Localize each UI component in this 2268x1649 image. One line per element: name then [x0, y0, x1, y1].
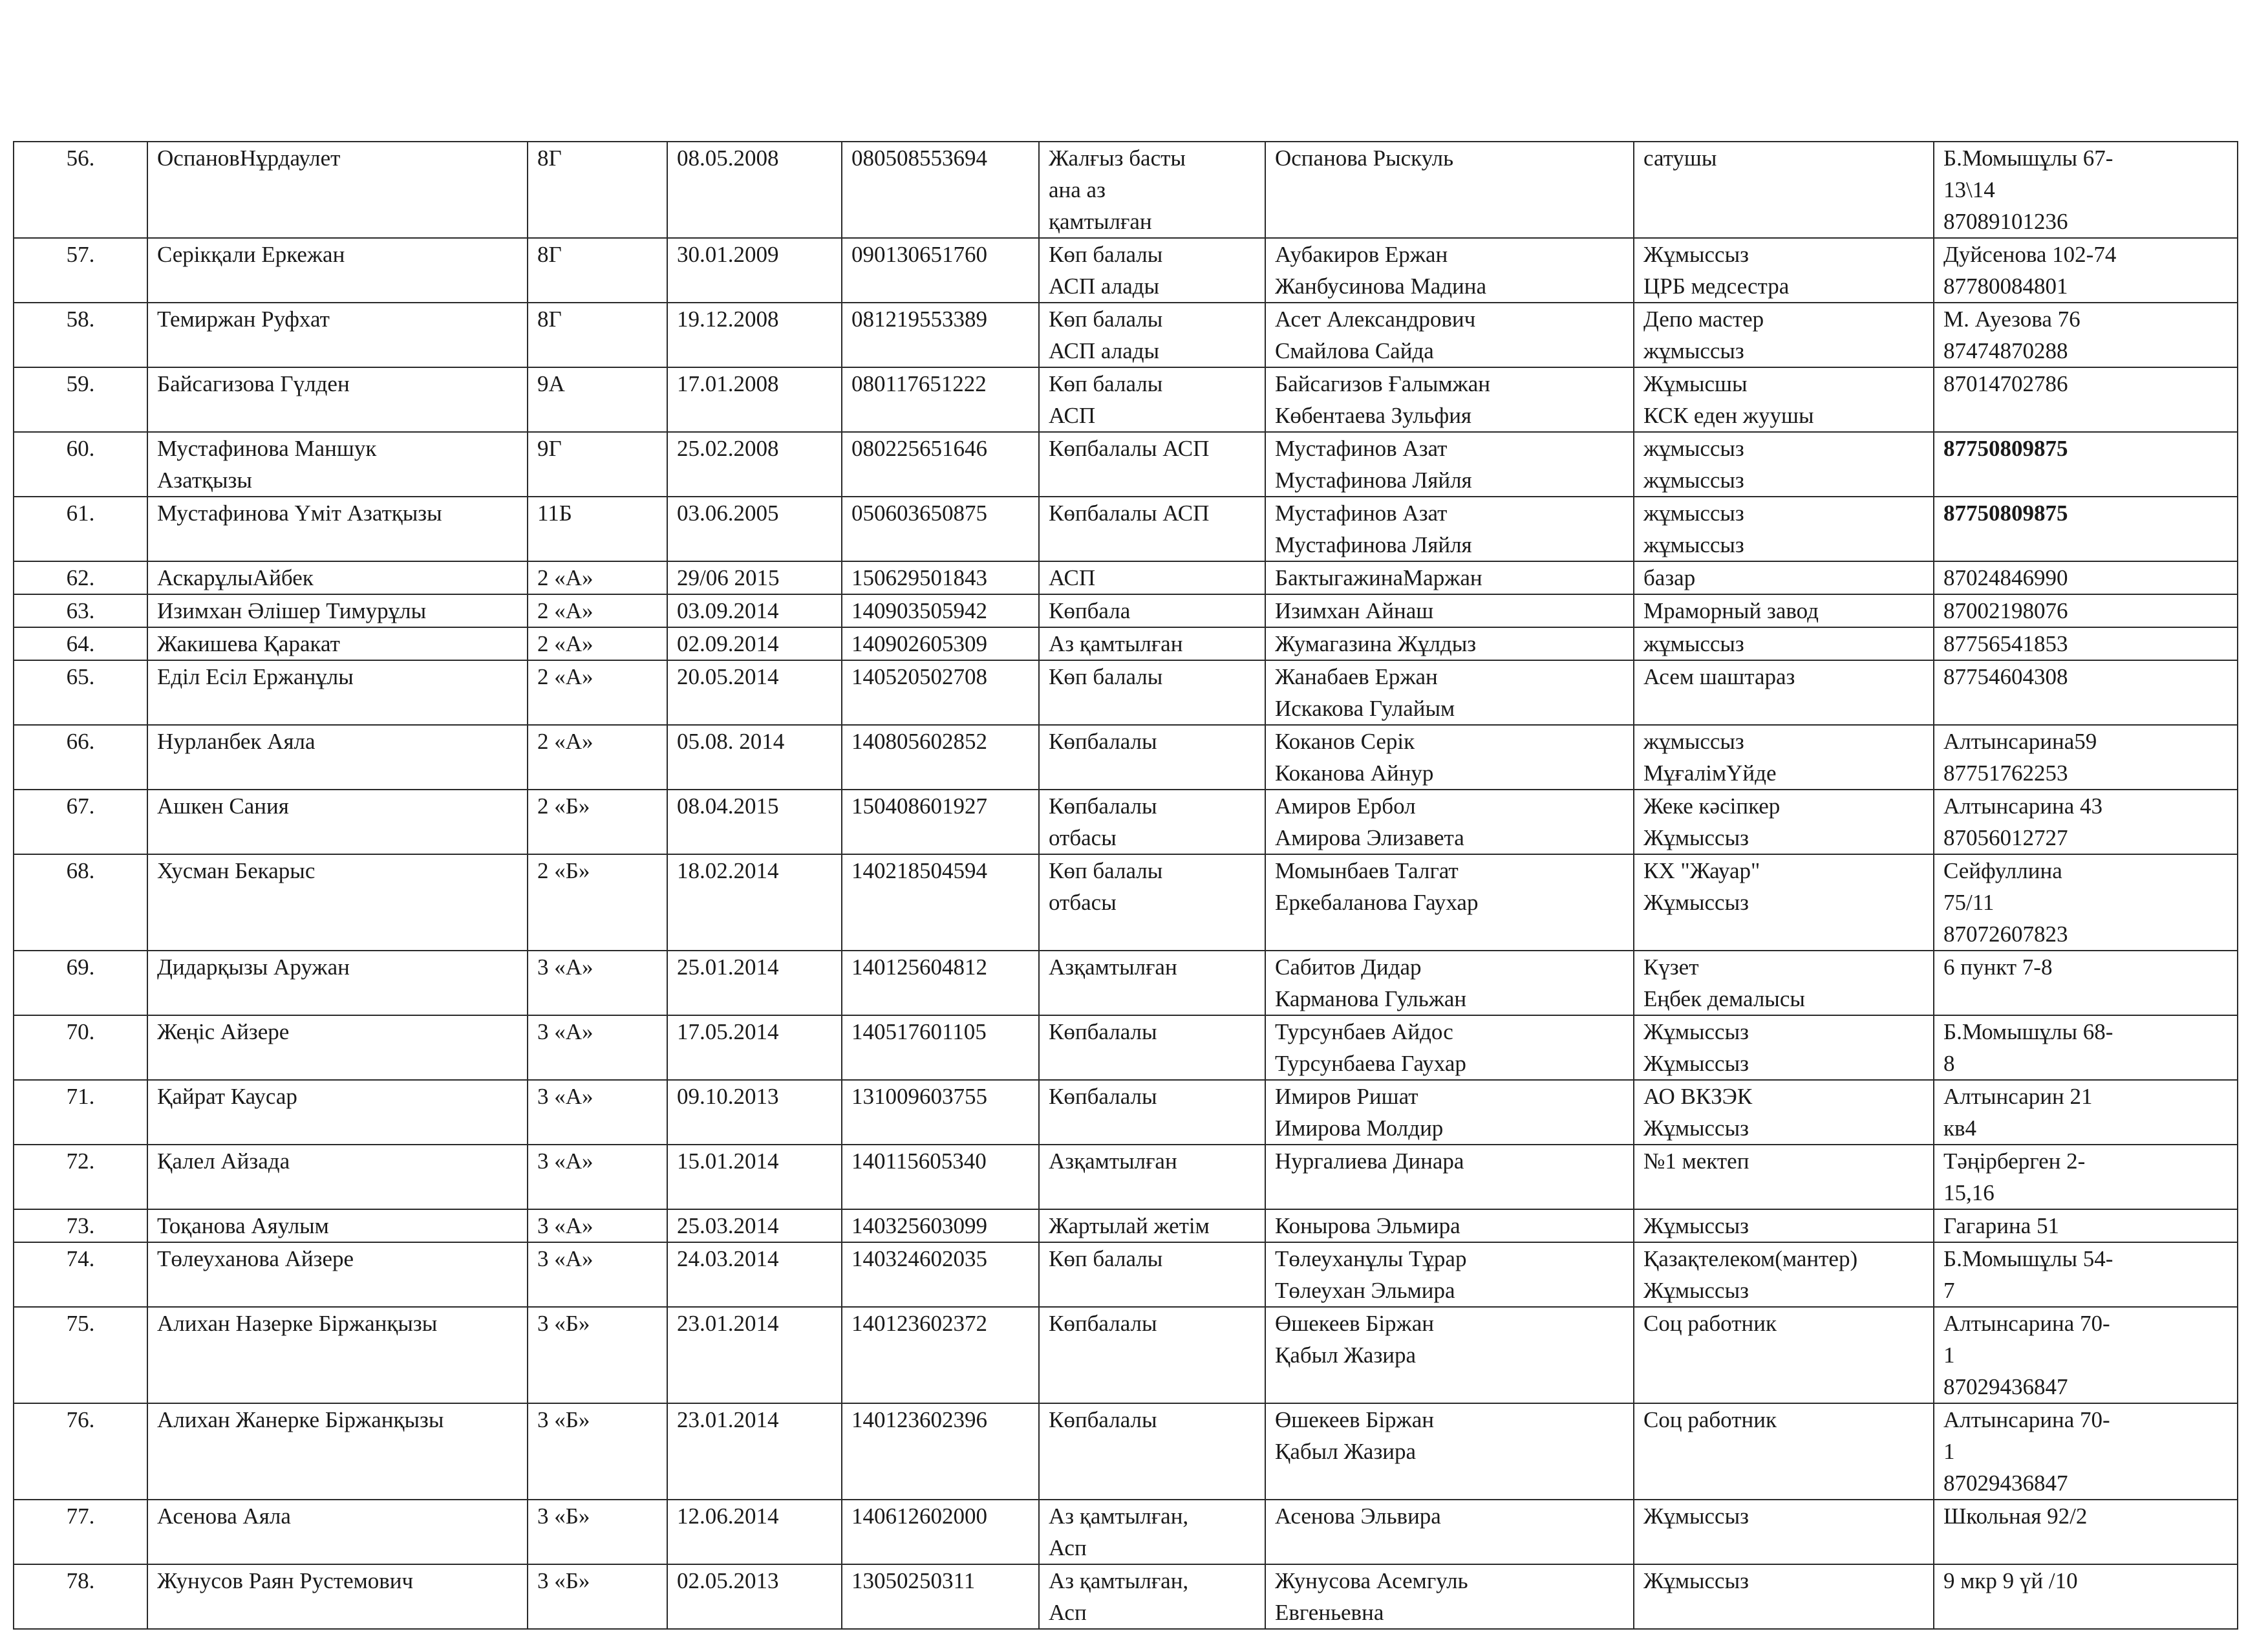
address-phone-cell: Сейфуллина 75/11 87072607823 [1934, 854, 2238, 951]
iin-number-cell: 150629501843 [842, 561, 1039, 594]
family-status-cell: Көпбалалы [1039, 1080, 1265, 1145]
student-name-cell: Ашкен Сания [147, 790, 528, 854]
student-class-cell: 9Г [528, 432, 667, 497]
birth-date-cell: 08.04.2015 [667, 790, 842, 854]
parents-workplace-cell: Депо мастер жұмыссыз [1634, 303, 1934, 367]
parents-names-cell: Жанабаев Ержан Искакова Гулайым [1265, 660, 1634, 725]
iin-number-cell: 090130651760 [842, 238, 1039, 303]
student-class-cell: 3 «А» [528, 1015, 667, 1080]
address-phone-cell: 87750809875 [1934, 497, 2238, 561]
address-phone-cell: Школьная 92/2 [1934, 1500, 2238, 1564]
birth-date-cell: 09.10.2013 [667, 1080, 842, 1145]
iin-number-cell: 140520502708 [842, 660, 1039, 725]
address-phone-cell: Б.Момышұлы 67- 13\14 87089101236 [1934, 142, 2238, 238]
student-class-cell: 3 «Б» [528, 1403, 667, 1500]
iin-number-cell: 140612602000 [842, 1500, 1039, 1564]
address-phone-cell: М. Ауезова 76 87474870288 [1934, 303, 2238, 367]
parents-workplace-cell: Қазақтелеком(мантер) Жұмыссыз [1634, 1242, 1934, 1307]
iin-number-cell: 081219553389 [842, 303, 1039, 367]
parents-workplace-cell: Соц работник [1634, 1403, 1934, 1500]
row-number-cell: 72. [14, 1145, 147, 1209]
student-class-cell: 2 «Б» [528, 790, 667, 854]
student-class-cell: 3 «А» [528, 1145, 667, 1209]
parents-workplace-cell: КХ "Жауар" Жұмыссыз [1634, 854, 1934, 951]
birth-date-cell: 25.02.2008 [667, 432, 842, 497]
parents-names-cell: Турсунбаев Айдос Турсунбаева Гаухар [1265, 1015, 1634, 1080]
parents-workplace-cell: Асем шаштараз [1634, 660, 1934, 725]
family-status-cell: Көпбала [1039, 594, 1265, 627]
table-row [14, 238, 2238, 303]
birth-date-cell: 19.12.2008 [667, 303, 842, 367]
parents-workplace-cell: Жеке кәсіпкер Жұмыссыз [1634, 790, 1934, 854]
row-number-cell: 63. [14, 594, 147, 627]
student-name-cell: Байсагизова Гүлден [147, 367, 528, 432]
table-row [14, 1307, 2238, 1403]
family-status-cell: Азқамтылған [1039, 951, 1265, 1015]
table-row [14, 627, 2238, 660]
address-phone-cell: Алтынсарина59 87751762253 [1934, 725, 2238, 790]
row-number-cell: 59. [14, 367, 147, 432]
parents-workplace-cell: жұмыссыз жұмыссыз [1634, 432, 1934, 497]
student-class-cell: 9А [528, 367, 667, 432]
parents-names-cell: Байсагизов Ғалымжан Көбентаева Зульфия [1265, 367, 1634, 432]
parents-names-cell: Момынбаев Талгат Еркебаланова Гаухар [1265, 854, 1634, 951]
family-status-cell: Көп балалы [1039, 660, 1265, 725]
iin-number-cell: 140805602852 [842, 725, 1039, 790]
address-phone-cell: Б.Момышұлы 68- 8 [1934, 1015, 2238, 1080]
parents-names-cell: Нургалиева Динара [1265, 1145, 1634, 1209]
row-number-cell: 69. [14, 951, 147, 1015]
row-number-cell: 71. [14, 1080, 147, 1145]
parents-names-cell: Сабитов Дидар Карманова Гульжан [1265, 951, 1634, 1015]
birth-date-cell: 23.01.2014 [667, 1307, 842, 1403]
student-name-cell: Нурланбек Аяла [147, 725, 528, 790]
address-phone-cell: 87024846990 [1934, 561, 2238, 594]
address-phone-cell: 87002198076 [1934, 594, 2238, 627]
iin-number-cell: 140125604812 [842, 951, 1039, 1015]
parents-names-cell: Асенова Эльвира [1265, 1500, 1634, 1564]
birth-date-cell: 23.01.2014 [667, 1403, 842, 1500]
table-row [14, 497, 2238, 561]
student-name-cell: Төлеуханова Айзере [147, 1242, 528, 1307]
student-name-cell: Дидарқызы Аружан [147, 951, 528, 1015]
student-table [13, 141, 2238, 1630]
address-phone-cell: 6 пункт 7-8 [1934, 951, 2238, 1015]
address-phone-cell: Дуйсенова 102-74 87780084801 [1934, 238, 2238, 303]
iin-number-cell: 140517601105 [842, 1015, 1039, 1080]
row-number-cell: 77. [14, 1500, 147, 1564]
table-row [14, 1564, 2238, 1629]
row-number-cell: 58. [14, 303, 147, 367]
iin-number-cell: 080225651646 [842, 432, 1039, 497]
birth-date-cell: 02.05.2013 [667, 1564, 842, 1629]
student-name-cell: Қайрат Каусар [147, 1080, 528, 1145]
student-class-cell: 3 «Б» [528, 1500, 667, 1564]
parents-names-cell: Имиров Ришат Имирова Молдир [1265, 1080, 1634, 1145]
student-class-cell: 2 «А» [528, 594, 667, 627]
family-status-cell: Көпбалалы АСП [1039, 497, 1265, 561]
family-status-cell: Көпбалалы [1039, 1015, 1265, 1080]
parents-names-cell: Оспанова Рыскуль [1265, 142, 1634, 238]
parents-workplace-cell: сатушы [1634, 142, 1934, 238]
row-number-cell: 66. [14, 725, 147, 790]
table-row [14, 432, 2238, 497]
row-number-cell: 64. [14, 627, 147, 660]
parents-workplace-cell: Күзет Еңбек демалысы [1634, 951, 1934, 1015]
address-phone-cell: Алтынсарина 70- 1 87029436847 [1934, 1403, 2238, 1500]
family-status-cell: Көпбалалы [1039, 1403, 1265, 1500]
student-name-cell: Еділ Есіл Ержанұлы [147, 660, 528, 725]
address-phone-cell: 87750809875 [1934, 432, 2238, 497]
address-phone-cell: 87756541853 [1934, 627, 2238, 660]
birth-date-cell: 29/06 2015 [667, 561, 842, 594]
student-name-cell: Изимхан Әлішер Тимурұлы [147, 594, 528, 627]
family-status-cell: Аз қамтылған [1039, 627, 1265, 660]
table-row [14, 1080, 2238, 1145]
parents-names-cell: Төлеуханұлы Тұрар Төлеухан Эльмира [1265, 1242, 1634, 1307]
iin-number-cell: 140218504594 [842, 854, 1039, 951]
table-row [14, 594, 2238, 627]
birth-date-cell: 12.06.2014 [667, 1500, 842, 1564]
family-status-cell: Жалғыз басты ана аз қамтылған [1039, 142, 1265, 238]
table-row [14, 1500, 2238, 1564]
student-name-cell: Серікқали Еркежан [147, 238, 528, 303]
student-name-cell: АскарұлыАйбек [147, 561, 528, 594]
parents-names-cell: Аубакиров Ержан Жанбусинова Мадина [1265, 238, 1634, 303]
row-number-cell: 74. [14, 1242, 147, 1307]
parents-names-cell: Жунусова Асемгуль Евгеньевна [1265, 1564, 1634, 1629]
row-number-cell: 68. [14, 854, 147, 951]
family-status-cell: Жартылай жетім [1039, 1209, 1265, 1242]
family-status-cell: Көп балалы АСП [1039, 367, 1265, 432]
iin-number-cell: 080508553694 [842, 142, 1039, 238]
student-class-cell: 3 «А» [528, 1080, 667, 1145]
family-status-cell: Көп балалы АСП алады [1039, 238, 1265, 303]
table-row [14, 951, 2238, 1015]
parents-names-cell: Изимхан Айнаш [1265, 594, 1634, 627]
parents-names-cell: Коканов Серік Коканова Айнур [1265, 725, 1634, 790]
student-name-cell: Тоқанова Аяулым [147, 1209, 528, 1242]
table-row [14, 854, 2238, 951]
address-phone-cell: Алтынсарин 21 кв4 [1934, 1080, 2238, 1145]
iin-number-cell: 13050250311 [842, 1564, 1039, 1629]
address-phone-cell: Тәңірберген 2- 15,16 [1934, 1145, 2238, 1209]
parents-workplace-cell: Соц работник [1634, 1307, 1934, 1403]
table-row [14, 561, 2238, 594]
birth-date-cell: 08.05.2008 [667, 142, 842, 238]
table-row [14, 1403, 2238, 1500]
family-status-cell: Көпбалалы АСП [1039, 432, 1265, 497]
row-number-cell: 56. [14, 142, 147, 238]
table-row [14, 1145, 2238, 1209]
row-number-cell: 67. [14, 790, 147, 854]
family-status-cell: АСП [1039, 561, 1265, 594]
birth-date-cell: 03.09.2014 [667, 594, 842, 627]
iin-number-cell: 080117651222 [842, 367, 1039, 432]
address-phone-cell: 9 мкр 9 үй /10 [1934, 1564, 2238, 1629]
family-status-cell: Аз қамтылған, Асп [1039, 1564, 1265, 1629]
table-row [14, 660, 2238, 725]
birth-date-cell: 25.01.2014 [667, 951, 842, 1015]
iin-number-cell: 150408601927 [842, 790, 1039, 854]
birth-date-cell: 17.05.2014 [667, 1015, 842, 1080]
student-class-cell: 2 «Б» [528, 854, 667, 951]
parents-workplace-cell: Мраморный завод [1634, 594, 1934, 627]
student-class-cell: 2 «А» [528, 561, 667, 594]
iin-number-cell: 140123602372 [842, 1307, 1039, 1403]
parents-names-cell: Амиров Ербол Амирова Элизавета [1265, 790, 1634, 854]
table-row [14, 367, 2238, 432]
row-number-cell: 73. [14, 1209, 147, 1242]
student-name-cell: Алихан Жанерке Біржанқызы [147, 1403, 528, 1500]
table-row [14, 1242, 2238, 1307]
parents-names-cell: Мустафинов Азат Мустафинова Ляйля [1265, 497, 1634, 561]
parents-names-cell: Конырова Эльмира [1265, 1209, 1634, 1242]
row-number-cell: 60. [14, 432, 147, 497]
family-status-cell: Көп балалы [1039, 1242, 1265, 1307]
parents-names-cell: Өшекеев Біржан Қабыл Жазира [1265, 1403, 1634, 1500]
parents-names-cell: Мустафинов Азат Мустафинова Ляйля [1265, 432, 1634, 497]
student-name-cell: Алихан Назерке Біржанқызы [147, 1307, 528, 1403]
parents-names-cell: Жумагазина Жұлдыз [1265, 627, 1634, 660]
student-name-cell: Жакишева Қаракат [147, 627, 528, 660]
student-class-cell: 3 «А» [528, 951, 667, 1015]
birth-date-cell: 20.05.2014 [667, 660, 842, 725]
student-class-cell: 2 «А» [528, 660, 667, 725]
student-class-cell: 3 «Б» [528, 1307, 667, 1403]
student-name-cell: Жунусов Раян Рустемович [147, 1564, 528, 1629]
birth-date-cell: 30.01.2009 [667, 238, 842, 303]
parents-workplace-cell: жұмыссыз жұмыссыз [1634, 497, 1934, 561]
student-class-cell: 3 «Б» [528, 1564, 667, 1629]
parents-workplace-cell: №1 мектеп [1634, 1145, 1934, 1209]
address-phone-cell: Алтынсарина 43 87056012727 [1934, 790, 2238, 854]
family-status-cell: Көп балалы АСП алады [1039, 303, 1265, 367]
parents-workplace-cell: Жұмыссыз [1634, 1209, 1934, 1242]
parents-names-cell: Өшекеев Біржан Қабыл Жазира [1265, 1307, 1634, 1403]
table-row [14, 725, 2238, 790]
student-class-cell: 11Б [528, 497, 667, 561]
parents-names-cell: БактыгажинаМаржан [1265, 561, 1634, 594]
birth-date-cell: 18.02.2014 [667, 854, 842, 951]
row-number-cell: 61. [14, 497, 147, 561]
iin-number-cell: 050603650875 [842, 497, 1039, 561]
birth-date-cell: 05.08. 2014 [667, 725, 842, 790]
address-phone-cell: Алтынсарина 70- 1 87029436847 [1934, 1307, 2238, 1403]
family-status-cell: Көпбалалы отбасы [1039, 790, 1265, 854]
parents-workplace-cell: базар [1634, 561, 1934, 594]
student-class-cell: 8Г [528, 238, 667, 303]
table-row [14, 142, 2238, 238]
iin-number-cell: 131009603755 [842, 1080, 1039, 1145]
birth-date-cell: 17.01.2008 [667, 367, 842, 432]
student-class-cell: 2 «А» [528, 627, 667, 660]
family-status-cell: Аз қамтылған, Асп [1039, 1500, 1265, 1564]
student-name-cell: Қалел Айзада [147, 1145, 528, 1209]
parents-workplace-cell: жұмыссыз [1634, 627, 1934, 660]
iin-number-cell: 140903505942 [842, 594, 1039, 627]
parents-workplace-cell: АО ВКЗЭК Жұмыссыз [1634, 1080, 1934, 1145]
birth-date-cell: 25.03.2014 [667, 1209, 842, 1242]
student-class-cell: 3 «А» [528, 1242, 667, 1307]
birth-date-cell: 24.03.2014 [667, 1242, 842, 1307]
birth-date-cell: 15.01.2014 [667, 1145, 842, 1209]
parents-workplace-cell: Жұмыссыз ЦРБ медсестра [1634, 238, 1934, 303]
table-row [14, 790, 2238, 854]
student-class-cell: 8Г [528, 142, 667, 238]
student-class-cell: 8Г [528, 303, 667, 367]
address-phone-cell: 87014702786 [1934, 367, 2238, 432]
birth-date-cell: 03.06.2005 [667, 497, 842, 561]
student-name-cell: Мустафинова Үміт Азатқызы [147, 497, 528, 561]
iin-number-cell: 140324602035 [842, 1242, 1039, 1307]
parents-workplace-cell: Жұмыссыз [1634, 1500, 1934, 1564]
family-status-cell: Көпбалалы [1039, 1307, 1265, 1403]
iin-number-cell: 140325603099 [842, 1209, 1039, 1242]
address-phone-cell: 87754604308 [1934, 660, 2238, 725]
family-status-cell: Көпбалалы [1039, 725, 1265, 790]
address-phone-cell: Гагарина 51 [1934, 1209, 2238, 1242]
family-status-cell: Көп балалы отбасы [1039, 854, 1265, 951]
student-name-cell: Жеңіс Айзере [147, 1015, 528, 1080]
birth-date-cell: 02.09.2014 [667, 627, 842, 660]
row-number-cell: 75. [14, 1307, 147, 1403]
address-phone-cell: Б.Момышұлы 54- 7 [1934, 1242, 2238, 1307]
student-name-cell: Хусман Бекарыс [147, 854, 528, 951]
table-row [14, 1015, 2238, 1080]
table-row [14, 1209, 2238, 1242]
parents-workplace-cell: жұмыссыз МұғалімҮйде [1634, 725, 1934, 790]
parents-workplace-cell: Жұмысшы КСК еден жуушы [1634, 367, 1934, 432]
student-name-cell: Асенова Аяла [147, 1500, 528, 1564]
student-name-cell: Мустафинова Маншук Азатқызы [147, 432, 528, 497]
family-status-cell: Азқамтылған [1039, 1145, 1265, 1209]
parents-workplace-cell: Жұмыссыз Жұмыссыз [1634, 1015, 1934, 1080]
row-number-cell: 76. [14, 1403, 147, 1500]
parents-names-cell: Асет Александрович Смайлова Сайда [1265, 303, 1634, 367]
row-number-cell: 65. [14, 660, 147, 725]
student-class-cell: 3 «А» [528, 1209, 667, 1242]
row-number-cell: 70. [14, 1015, 147, 1080]
table-row [14, 303, 2238, 367]
row-number-cell: 62. [14, 561, 147, 594]
iin-number-cell: 140123602396 [842, 1403, 1039, 1500]
row-number-cell: 57. [14, 238, 147, 303]
student-name-cell: Темиржан Руфхат [147, 303, 528, 367]
iin-number-cell: 140902605309 [842, 627, 1039, 660]
student-class-cell: 2 «А» [528, 725, 667, 790]
iin-number-cell: 140115605340 [842, 1145, 1039, 1209]
student-name-cell: ОспановНұрдаулет [147, 142, 528, 238]
row-number-cell: 78. [14, 1564, 147, 1629]
parents-workplace-cell: Жұмыссыз [1634, 1564, 1934, 1629]
